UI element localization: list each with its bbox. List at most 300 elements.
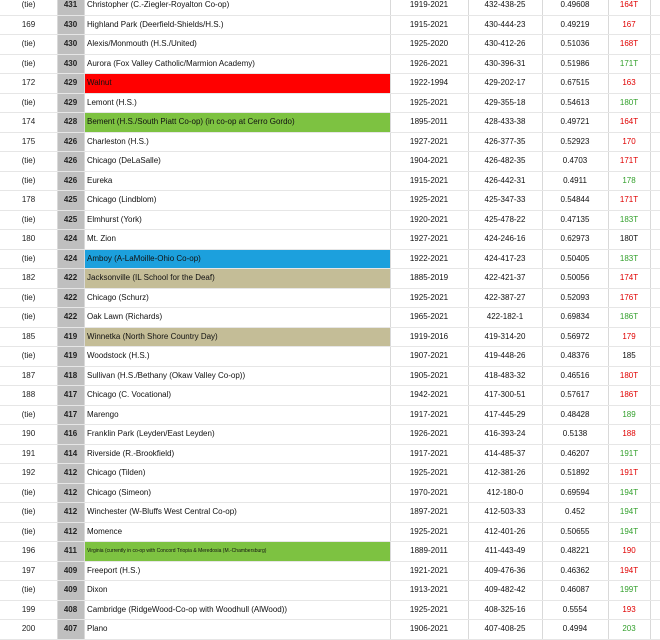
table-row[interactable] <box>0 503 660 523</box>
school-cell[interactable]: Chicago (Lindblom) <box>87 195 157 204</box>
rank-cell[interactable]: 182 <box>21 273 36 282</box>
wins-cell[interactable]: 430 <box>57 35 84 54</box>
school-cell[interactable]: Lemont (H.S.) <box>87 97 137 107</box>
pct-cell[interactable]: 0.5554 <box>562 604 588 614</box>
record-cell[interactable]: 424-417-23 <box>484 253 526 263</box>
pct-cell[interactable]: 0.46207 <box>560 448 590 458</box>
pct-cell[interactable]: 0.46516 <box>560 370 590 380</box>
school-cell[interactable]: Elmhurst (York) <box>87 214 142 224</box>
rank-cell[interactable]: 172 <box>21 78 36 87</box>
record-cell[interactable]: 417-445-29 <box>484 409 526 419</box>
pct-cell[interactable]: 0.54613 <box>560 97 590 107</box>
empty-cell[interactable] <box>650 308 660 327</box>
empty-cell[interactable] <box>650 484 660 503</box>
previous-rank-cell[interactable]: 178 <box>622 175 636 185</box>
table-row[interactable] <box>0 347 660 367</box>
table-row[interactable] <box>0 35 660 55</box>
wins-cell[interactable]: 430 <box>57 16 84 35</box>
previous-rank-cell[interactable]: 171T <box>619 58 639 68</box>
rank-cell[interactable]: 174 <box>21 117 36 126</box>
years-cell[interactable]: 1925-2021 <box>409 468 449 477</box>
years-cell[interactable]: 1922-1994 <box>409 78 449 87</box>
previous-rank-cell[interactable]: 190 <box>622 546 636 555</box>
wins-cell[interactable]: 412 <box>57 523 84 542</box>
years-cell[interactable]: 1926-2021 <box>409 58 449 68</box>
school-cell[interactable]: Dixon <box>87 585 108 594</box>
empty-cell[interactable] <box>650 94 660 113</box>
table-row[interactable] <box>0 0 660 16</box>
previous-rank-cell[interactable]: 164T <box>619 0 639 9</box>
table-row[interactable] <box>0 269 660 289</box>
record-cell[interactable]: 416-393-24 <box>484 429 526 438</box>
pct-cell[interactable]: 0.49219 <box>560 19 590 29</box>
table-row[interactable] <box>0 562 660 582</box>
previous-rank-cell[interactable]: 194T <box>619 487 639 497</box>
school-cell[interactable]: Winnetka (North Shore Country Day) <box>84 328 390 347</box>
table-row[interactable] <box>0 484 660 504</box>
previous-rank-cell[interactable]: 167 <box>622 19 636 29</box>
record-cell[interactable]: 426-482-35 <box>484 156 526 165</box>
pct-cell[interactable]: 0.52923 <box>560 136 590 146</box>
years-cell[interactable]: 1906-2021 <box>409 624 449 633</box>
record-cell[interactable]: 422-421-37 <box>484 273 526 282</box>
empty-cell[interactable] <box>650 133 660 152</box>
years-cell[interactable]: 1895-2011 <box>410 117 448 126</box>
pct-cell[interactable]: 0.48428 <box>560 409 590 419</box>
rank-cell[interactable]: (tie) <box>21 507 36 516</box>
school-cell[interactable]: Chicago (Schurz) <box>87 292 149 302</box>
pct-cell[interactable]: 0.69594 <box>560 487 590 497</box>
school-cell[interactable]: Chicago (Tilden) <box>87 468 146 477</box>
empty-cell[interactable] <box>650 191 660 210</box>
wins-cell[interactable]: 422 <box>57 308 84 327</box>
wins-cell[interactable]: 411 <box>57 542 84 561</box>
years-cell[interactable]: 1889-2011 <box>410 546 448 555</box>
empty-cell[interactable] <box>650 211 660 230</box>
previous-rank-cell[interactable]: 185 <box>622 351 636 360</box>
wins-cell[interactable]: 424 <box>57 250 84 269</box>
wins-cell[interactable]: 409 <box>57 581 84 600</box>
wins-cell[interactable]: 426 <box>57 172 84 191</box>
record-cell[interactable]: 428-433-38 <box>484 117 526 126</box>
empty-cell[interactable] <box>650 152 660 171</box>
years-cell[interactable]: 1942-2021 <box>409 390 449 399</box>
wins-cell[interactable]: 417 <box>57 386 84 405</box>
rank-cell[interactable]: 188 <box>21 390 36 399</box>
record-cell[interactable]: 409-482-42 <box>484 585 526 594</box>
years-cell[interactable]: 1913-2021 <box>409 585 449 594</box>
previous-rank-cell[interactable]: 180T <box>619 234 639 243</box>
school-cell[interactable]: Cambridge (RidgeWood-Co-op with Woodhull (AlWood)) <box>87 604 288 614</box>
wins-cell[interactable]: 429 <box>57 94 84 113</box>
pct-cell[interactable]: 0.452 <box>564 507 586 516</box>
previous-rank-cell[interactable]: 194T <box>619 565 639 575</box>
record-cell[interactable]: 412-180-0 <box>486 487 524 497</box>
pct-cell[interactable]: 0.4703 <box>562 156 588 165</box>
previous-rank-cell[interactable]: 180T <box>619 370 639 380</box>
rank-cell[interactable]: (tie) <box>21 409 36 419</box>
rank-cell[interactable]: (tie) <box>21 292 36 302</box>
pct-cell[interactable]: 0.50405 <box>560 253 590 263</box>
school-cell[interactable]: Sullivan (H.S./Bethany (Okaw Valley Co-op)) <box>87 370 246 380</box>
pct-cell[interactable]: 0.48221 <box>560 546 590 555</box>
table-row[interactable] <box>0 308 660 328</box>
previous-rank-cell[interactable]: 188 <box>622 429 636 438</box>
pct-cell[interactable]: 0.69834 <box>560 312 590 321</box>
empty-cell[interactable] <box>650 172 660 191</box>
record-cell[interactable]: 412-503-33 <box>484 507 526 516</box>
previous-rank-cell[interactable]: 183T <box>619 253 639 263</box>
table-row[interactable] <box>0 425 660 445</box>
record-cell[interactable]: 407-408-25 <box>484 624 526 633</box>
wins-cell[interactable]: 431 <box>57 0 84 15</box>
empty-cell[interactable] <box>650 113 660 132</box>
school-cell[interactable]: Franklin Park (Leyden/East Leyden) <box>87 429 215 438</box>
pct-cell[interactable]: 0.54844 <box>560 195 590 204</box>
empty-cell[interactable] <box>650 74 660 93</box>
wins-cell[interactable]: 407 <box>57 620 84 639</box>
table-row[interactable] <box>0 133 660 153</box>
record-cell[interactable]: 430-444-23 <box>484 19 526 29</box>
school-cell[interactable]: Christopher (C.-Ziegler-Royalton Co-op) <box>87 0 230 9</box>
record-cell[interactable]: 412-381-26 <box>484 468 526 477</box>
empty-cell[interactable] <box>650 386 660 405</box>
wins-cell[interactable]: 412 <box>57 484 84 503</box>
grid-line <box>57 289 58 308</box>
school-cell[interactable]: Charleston (H.S.) <box>87 136 149 146</box>
empty-cell[interactable] <box>650 269 660 288</box>
years-cell[interactable]: 1915-2021 <box>409 19 449 29</box>
years-cell[interactable]: 1905-2021 <box>409 370 449 380</box>
rank-cell[interactable]: 200 <box>21 624 36 633</box>
empty-cell[interactable] <box>650 581 660 600</box>
rank-cell[interactable]: (tie) <box>21 175 36 185</box>
years-cell[interactable]: 1915-2021 <box>409 175 449 185</box>
record-cell[interactable]: 409-476-36 <box>484 565 526 575</box>
record-cell[interactable]: 425-347-33 <box>484 195 526 204</box>
empty-cell[interactable] <box>650 620 660 639</box>
grid-line <box>650 308 651 327</box>
years-cell[interactable]: 1925-2021 <box>409 604 449 614</box>
wins-cell[interactable]: 426 <box>57 152 84 171</box>
table-row[interactable] <box>0 191 660 211</box>
pct-cell[interactable]: 0.46362 <box>560 565 590 575</box>
wins-cell[interactable]: 426 <box>57 133 84 152</box>
record-cell[interactable]: 430-412-26 <box>484 39 526 48</box>
previous-rank-cell[interactable]: 203 <box>622 624 636 633</box>
pct-cell[interactable]: 0.4911 <box>563 175 587 185</box>
record-cell[interactable]: 414-485-37 <box>484 448 526 458</box>
school-cell[interactable]: Aurora (Fox Valley Catholic/Marmion Academy) <box>87 58 255 68</box>
empty-cell[interactable] <box>650 445 660 464</box>
record-cell[interactable]: 411-443-49 <box>484 546 526 555</box>
empty-cell[interactable] <box>650 542 660 561</box>
empty-cell[interactable] <box>650 464 660 483</box>
record-cell[interactable]: 422-182-1 <box>486 312 524 321</box>
wins-cell[interactable]: 412 <box>57 464 84 483</box>
previous-rank-cell[interactable]: 180T <box>619 97 639 107</box>
empty-cell[interactable] <box>650 230 660 249</box>
previous-rank-cell[interactable]: 163 <box>622 78 636 87</box>
empty-cell[interactable] <box>650 523 660 542</box>
rank-cell[interactable]: (tie) <box>21 0 36 9</box>
pct-cell[interactable]: 0.51892 <box>560 468 590 477</box>
pct-cell[interactable]: 0.47135 <box>560 214 590 224</box>
school-cell[interactable]: Momence <box>87 526 123 536</box>
rank-cell[interactable]: (tie) <box>21 253 36 263</box>
school-cell[interactable]: Highland Park (Deerfield-Shields/H.S.) <box>87 19 224 29</box>
years-cell[interactable]: 1925-2021 <box>409 97 449 107</box>
wins-cell[interactable]: 428 <box>57 113 84 132</box>
school-cell[interactable]: Woodstock (H.S.) <box>87 351 150 360</box>
empty-cell[interactable] <box>650 0 660 15</box>
table-row[interactable] <box>0 152 660 172</box>
record-cell[interactable]: 417-300-51 <box>484 390 526 399</box>
record-cell[interactable]: 419-448-26 <box>484 351 526 360</box>
school-cell[interactable]: Chicago (C. Vocational) <box>87 390 172 399</box>
wins-cell[interactable]: 416 <box>57 425 84 444</box>
empty-cell[interactable] <box>650 425 660 444</box>
table-row[interactable] <box>0 230 660 250</box>
years-cell[interactable]: 1919-2016 <box>409 331 449 341</box>
record-cell[interactable]: 432-438-25 <box>484 0 526 9</box>
table-row[interactable] <box>0 94 660 114</box>
years-cell[interactable]: 1897-2021 <box>409 507 449 516</box>
wins-cell[interactable]: 429 <box>57 74 84 93</box>
table-row[interactable] <box>0 289 660 309</box>
table-row[interactable] <box>0 464 660 484</box>
rank-cell[interactable]: 191 <box>21 448 36 458</box>
table-row[interactable] <box>0 328 660 348</box>
table-row[interactable] <box>0 406 660 426</box>
years-cell[interactable]: 1885-2019 <box>409 273 449 282</box>
years-cell[interactable]: 1965-2021 <box>409 312 449 321</box>
rank-cell[interactable]: (tie) <box>21 156 36 165</box>
table-row[interactable] <box>0 367 660 387</box>
pct-cell[interactable]: 0.48376 <box>560 351 590 360</box>
pct-cell[interactable]: 0.51036 <box>560 39 590 48</box>
wins-cell[interactable]: 414 <box>57 445 84 464</box>
wins-cell[interactable]: 422 <box>57 269 84 288</box>
wins-cell[interactable]: 430 <box>57 55 84 74</box>
pct-cell[interactable]: 0.51986 <box>560 58 590 68</box>
school-cell[interactable]: Walnut <box>84 74 390 93</box>
years-cell[interactable]: 1917-2021 <box>409 409 449 419</box>
pct-cell[interactable]: 0.50056 <box>560 273 590 282</box>
wins-cell[interactable]: 417 <box>57 406 84 425</box>
previous-rank-cell[interactable]: 194T <box>619 507 639 516</box>
previous-rank-cell[interactable]: 194T <box>619 526 639 536</box>
rank-cell[interactable]: 192 <box>21 468 36 477</box>
pct-cell[interactable]: 0.5138 <box>562 429 588 438</box>
years-cell[interactable]: 1925-2021 <box>409 526 449 536</box>
school-cell[interactable]: Marengo <box>87 409 119 419</box>
wins-cell[interactable]: 419 <box>57 347 84 366</box>
previous-rank-cell[interactable]: 176T <box>619 292 639 302</box>
rank-cell[interactable]: (tie) <box>21 39 36 48</box>
record-cell[interactable]: 422-387-27 <box>484 292 526 302</box>
previous-rank-cell[interactable]: 186T <box>619 390 639 399</box>
record-cell[interactable]: 418-483-32 <box>484 370 526 380</box>
record-cell[interactable]: 429-202-17 <box>484 78 526 87</box>
empty-cell[interactable] <box>650 55 660 74</box>
table-row[interactable] <box>0 16 660 36</box>
empty-cell[interactable] <box>650 328 660 347</box>
years-cell[interactable]: 1926-2021 <box>409 429 449 438</box>
previous-rank-cell[interactable]: 171T <box>619 195 639 204</box>
years-cell[interactable]: 1925-2021 <box>409 195 449 204</box>
empty-cell[interactable] <box>650 562 660 581</box>
pct-cell[interactable]: 0.57617 <box>560 390 590 399</box>
record-cell[interactable]: 430-396-31 <box>484 58 526 68</box>
previous-rank-cell[interactable]: 191T <box>619 448 639 458</box>
school-cell[interactable]: Alexis/Monmouth (H.S./United) <box>87 39 197 48</box>
wins-cell[interactable]: 408 <box>57 601 84 620</box>
pct-cell[interactable]: 0.62973 <box>560 234 590 243</box>
previous-rank-cell[interactable]: 189 <box>622 409 636 419</box>
rank-cell[interactable]: (tie) <box>21 585 36 594</box>
school-cell[interactable]: Jacksonville (IL School for the Deaf) <box>84 269 390 288</box>
wins-cell[interactable]: 409 <box>57 562 84 581</box>
table-row[interactable] <box>0 445 660 465</box>
rank-cell[interactable]: (tie) <box>21 58 36 68</box>
empty-cell[interactable] <box>650 601 660 620</box>
previous-rank-cell[interactable]: 199T <box>619 585 639 594</box>
table-row[interactable] <box>0 211 660 231</box>
years-cell[interactable]: 1907-2021 <box>409 351 449 360</box>
pct-cell[interactable]: 0.52093 <box>560 292 590 302</box>
table-row[interactable] <box>0 581 660 601</box>
school-cell[interactable]: Eureka <box>87 175 113 185</box>
rank-cell[interactable]: 180 <box>21 234 36 243</box>
table-row[interactable] <box>0 113 660 133</box>
rank-cell[interactable]: (tie) <box>21 487 36 497</box>
empty-cell[interactable] <box>650 35 660 54</box>
years-cell[interactable]: 1970-2021 <box>409 487 449 497</box>
school-cell[interactable]: Amboy (A-LaMoille-Ohio Co-op) <box>84 250 390 269</box>
table-row[interactable] <box>0 620 660 640</box>
previous-rank-cell[interactable]: 193 <box>622 604 636 614</box>
years-cell[interactable]: 1920-2021 <box>409 214 449 224</box>
record-cell[interactable]: 412-401-26 <box>484 526 526 536</box>
wins-cell[interactable]: 425 <box>57 211 84 230</box>
pct-cell[interactable]: 0.4994 <box>562 624 588 633</box>
empty-cell[interactable] <box>650 16 660 35</box>
wins-cell[interactable]: 418 <box>57 367 84 386</box>
rank-cell[interactable]: (tie) <box>21 312 36 321</box>
wins-cell[interactable]: 422 <box>57 289 84 308</box>
school-cell[interactable]: Oak Lawn (Richards) <box>87 312 163 321</box>
previous-rank-cell[interactable]: 186T <box>619 312 639 321</box>
record-cell[interactable]: 426-442-31 <box>484 175 526 185</box>
rank-cell[interactable]: 175 <box>21 136 36 146</box>
previous-rank-cell[interactable]: 191T <box>619 468 639 477</box>
table-row[interactable] <box>0 601 660 621</box>
rank-cell[interactable]: 197 <box>21 565 36 575</box>
years-cell[interactable]: 1927-2021 <box>409 136 449 146</box>
years-cell[interactable]: 1925-2020 <box>409 39 449 48</box>
school-cell[interactable]: Chicago (Simeon) <box>87 487 152 497</box>
record-cell[interactable]: 424-246-16 <box>484 234 526 243</box>
record-cell[interactable]: 419-314-20 <box>484 331 526 341</box>
pct-cell[interactable]: 0.46087 <box>560 585 590 594</box>
pct-cell[interactable]: 0.67515 <box>560 78 590 87</box>
empty-cell[interactable] <box>650 347 660 366</box>
rank-cell[interactable]: 196 <box>21 546 36 555</box>
table-row[interactable] <box>0 55 660 75</box>
wins-cell[interactable]: 419 <box>57 328 84 347</box>
wins-cell[interactable]: 425 <box>57 191 84 210</box>
school-cell[interactable]: Chicago (DeLaSalle) <box>87 156 161 165</box>
years-cell[interactable]: 1922-2021 <box>409 253 449 263</box>
wins-cell[interactable]: 412 <box>57 503 84 522</box>
rank-cell[interactable]: (tie) <box>21 526 36 536</box>
years-cell[interactable]: 1919-2021 <box>409 0 449 9</box>
previous-rank-cell[interactable]: 179 <box>622 331 636 341</box>
rank-cell[interactable]: 169 <box>21 19 36 29</box>
rank-cell[interactable]: (tie) <box>21 351 36 360</box>
years-cell[interactable]: 1927-2021 <box>409 234 449 243</box>
empty-cell[interactable] <box>650 406 660 425</box>
record-cell[interactable]: 408-325-16 <box>484 604 526 614</box>
table-row[interactable] <box>0 386 660 406</box>
wins-cell[interactable]: 424 <box>57 230 84 249</box>
years-cell[interactable]: 1917-2021 <box>409 448 449 458</box>
previous-rank-cell[interactable]: 174T <box>619 273 639 282</box>
table-row[interactable] <box>0 74 660 94</box>
rank-cell[interactable]: 185 <box>21 331 36 341</box>
years-cell[interactable]: 1904-2021 <box>409 156 449 165</box>
previous-rank-cell[interactable]: 164T <box>619 117 639 126</box>
school-cell[interactable]: Riverside (R.-Brookfield) <box>87 448 175 458</box>
table-row[interactable] <box>0 542 660 562</box>
school-cell[interactable]: Virginia (currently in co-op with Concord Triopia & Meredosia (M.-Chambersburg) <box>84 542 390 561</box>
empty-cell[interactable] <box>650 503 660 522</box>
previous-rank-cell[interactable]: 171T <box>619 156 639 165</box>
record-cell[interactable]: 425-478-22 <box>484 214 526 224</box>
rank-cell[interactable]: (tie) <box>21 214 36 224</box>
rank-cell[interactable]: 190 <box>21 429 36 438</box>
grid-line <box>84 289 85 308</box>
pct-cell[interactable]: 0.49721 <box>560 117 590 126</box>
rank-cell[interactable]: 187 <box>21 370 36 380</box>
table-row[interactable] <box>0 523 660 543</box>
school-cell[interactable]: Winchester (W-Bluffs West Central Co-op) <box>87 507 237 516</box>
years-cell[interactable]: 1921-2021 <box>409 565 449 575</box>
previous-rank-cell[interactable]: 183T <box>619 214 639 224</box>
record-cell[interactable]: 429-355-18 <box>484 97 526 107</box>
school-cell[interactable]: Plano <box>87 624 108 633</box>
table-row[interactable] <box>0 250 660 270</box>
previous-rank-cell[interactable]: 170 <box>622 136 636 146</box>
school-cell[interactable]: Freeport (H.S.) <box>87 565 141 575</box>
pct-cell[interactable]: 0.56972 <box>560 331 590 341</box>
table-row[interactable] <box>0 172 660 192</box>
school-cell[interactable]: Bement (H.S./South Piatt Co-op) (in co-op at Cerro Gordo) <box>84 113 390 132</box>
rank-cell[interactable]: (tie) <box>21 97 36 107</box>
school-cell[interactable]: Mt. Zion <box>87 234 116 243</box>
rank-cell[interactable]: 199 <box>21 604 36 614</box>
years-cell[interactable]: 1925-2021 <box>409 292 449 302</box>
record-cell[interactable]: 426-377-35 <box>484 136 526 146</box>
empty-cell[interactable] <box>650 250 660 269</box>
pct-cell[interactable]: 0.50655 <box>560 526 590 536</box>
pct-cell[interactable]: 0.49608 <box>560 0 590 9</box>
empty-cell[interactable] <box>650 289 660 308</box>
empty-cell[interactable] <box>650 367 660 386</box>
rank-cell[interactable]: 178 <box>21 195 36 204</box>
previous-rank-cell[interactable]: 168T <box>619 39 639 48</box>
